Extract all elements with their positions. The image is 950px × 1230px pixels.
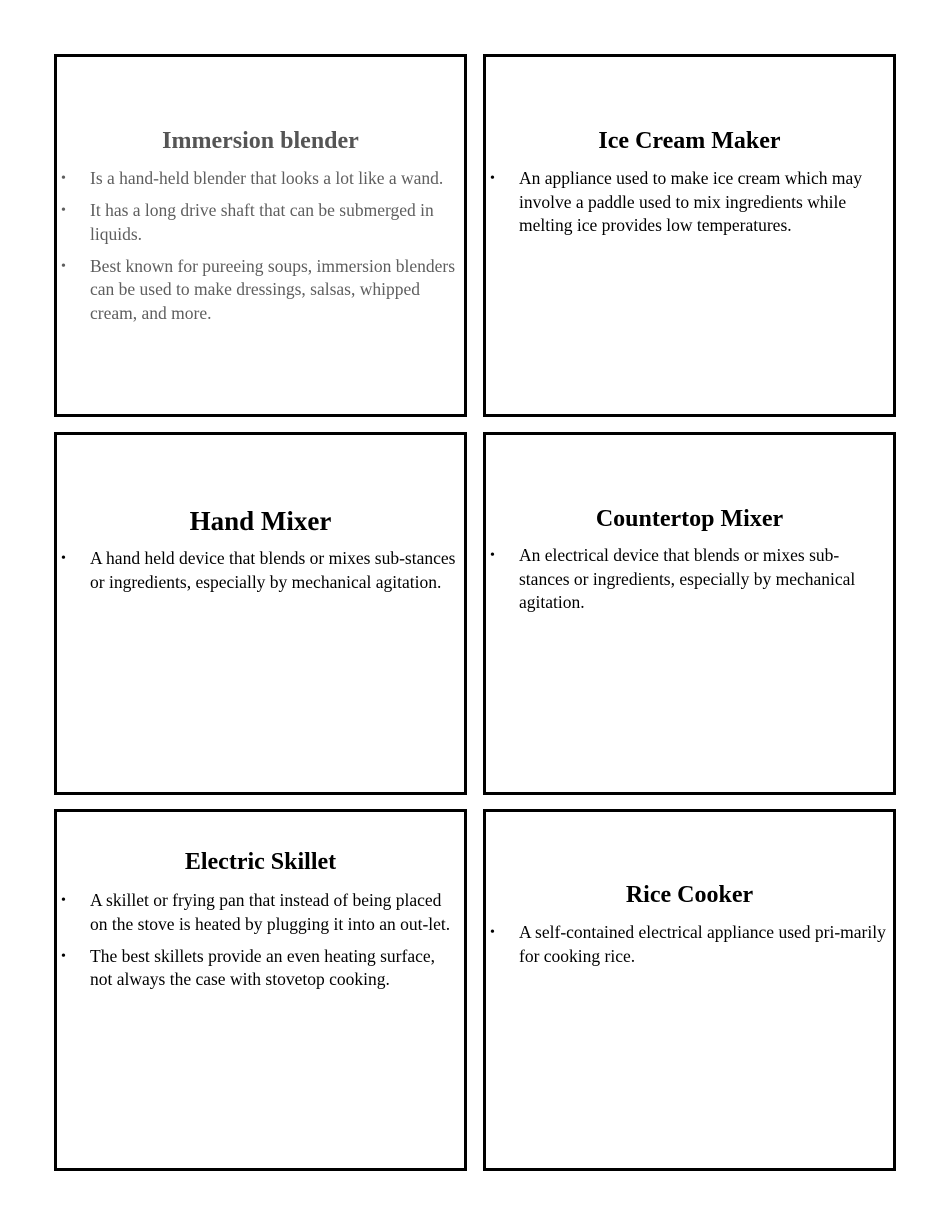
card-title: Ice Cream Maker [598,128,781,154]
bullet-text: It has a long drive shaft that can be submerged in liquids. [90,200,434,244]
card-bullet-list [486,167,889,246]
list-item [486,167,889,238]
card-electric-skillet [54,809,467,1171]
list-item [57,945,460,992]
bullet-icon: • [61,258,66,274]
list-item [486,921,889,968]
card-hand-mixer [54,432,467,795]
bullet-icon: • [61,948,66,964]
card-title: Rice Cooker [625,882,754,908]
card-immersion-blender [54,54,467,417]
list-item [486,544,889,615]
list-item [57,547,460,594]
bullet-text: A skillet or frying pan that instead of being placed on the stove is heated by plugging it into an out-let. [90,890,451,934]
bullet-text: The best skillets provide an even heating surface, not always the case with stovetop cooking. [90,945,436,989]
card-rice-cooker [483,809,896,1171]
card-ice-cream-maker [483,54,896,417]
card-title: Electric Skillet [184,849,337,875]
card-bullet-list [57,547,460,603]
bullet-icon: • [61,551,66,566]
bullet-text: A hand held device that blends or mixes sub-stances or ingredients, especially by mechanical agitation. [90,548,456,592]
bullet-icon: • [490,548,495,563]
bullet-text: An appliance used to make ice cream which may involve a paddle used to mix ingredients while melting ice provides low temperatures. [519,168,863,235]
card-title: Immersion blender [162,128,359,154]
bullet-text: Best known for pureeing soups, immersion blenders can be used to make dressings, salsas, whipped cream, and more. [90,255,456,323]
card-title: Hand Mixer [189,506,332,536]
card-countertop-mixer [483,432,896,795]
bullet-icon: • [61,893,66,908]
card-title: Countertop Mixer [595,506,784,532]
bullet-icon: • [490,171,495,186]
card-bullet-list [57,889,460,1000]
card-bullet-list [486,921,889,977]
bullet-text: An electrical device that blends or mixes sub-stances or ingredients, especially by mechanical agitation. [519,545,856,612]
list-item [57,199,460,246]
list-item [57,167,460,191]
list-item [57,889,460,936]
bullet-icon: • [61,171,66,186]
bullet-text: A self-contained electrical appliance used pri-marily for cooking rice. [519,922,886,966]
bullet-icon: • [490,925,495,940]
bullet-icon: • [61,203,66,218]
card-bullet-list [486,544,889,623]
card-bullet-list [57,167,460,334]
list-item [57,255,460,326]
bullet-text: Is a hand-held blender that looks a lot like a wand. [90,168,444,188]
